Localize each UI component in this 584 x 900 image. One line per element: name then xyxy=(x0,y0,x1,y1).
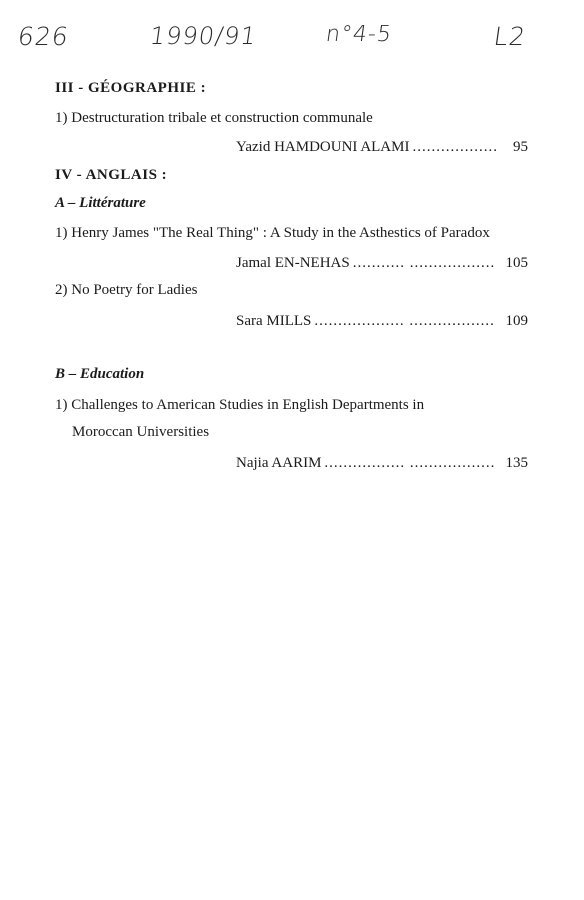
education-item-1-title-line-2: Moroccan Universities xyxy=(72,424,210,440)
education-item-1-entry xyxy=(236,455,528,472)
literature-item-2-page: 109 xyxy=(505,313,528,329)
education-item-1-title-line-1: 1) Challenges to American Studies in English Departments in xyxy=(55,397,425,413)
geography-item-1-entry xyxy=(236,139,528,156)
handwritten-year: 1990/91 xyxy=(148,22,259,50)
education-item-1-dots: ................. .................. xyxy=(324,455,496,471)
geography-item-1-page: 95 xyxy=(513,139,528,155)
english-heading: IV - ANGLAIS : xyxy=(55,167,168,183)
literature-item-1-entry xyxy=(236,255,528,272)
literature-subheading: A – Littérature xyxy=(55,195,146,211)
literature-item-1-title: 1) Henry James "The Real Thing" : A Study in the Asthestics of Paradox xyxy=(55,225,490,241)
education-subheading: B – Education xyxy=(55,366,145,382)
geography-item-1-dots: .................. xyxy=(412,139,498,155)
education-item-1-author: Najia AARIM xyxy=(236,455,322,471)
literature-item-2-author: Sara MILLS xyxy=(236,313,312,329)
literature-item-1-dots: ........... .................. xyxy=(352,255,496,271)
literature-item-2-dots: ................... .................. xyxy=(314,313,495,329)
education-item-1-page: 135 xyxy=(505,455,528,471)
geography-item-1-title: 1) Destructuration tribale et construction communale xyxy=(55,110,373,126)
literature-item-1-author: Jamal EN-NEHAS xyxy=(236,255,350,271)
literature-item-2-entry xyxy=(236,313,528,330)
geography-item-1-author: Yazid HAMDOUNI ALAMI xyxy=(236,139,410,155)
geography-heading: III - GÉOGRAPHIE : xyxy=(55,80,207,96)
handwritten-code-left: 626 xyxy=(15,22,71,51)
handwritten-code-right: L2 xyxy=(491,22,528,51)
literature-item-1-page: 105 xyxy=(505,255,528,271)
handwritten-issue-number: n°4-5 xyxy=(324,22,394,47)
literature-item-2-title: 2) No Poetry for Ladies xyxy=(55,282,198,298)
